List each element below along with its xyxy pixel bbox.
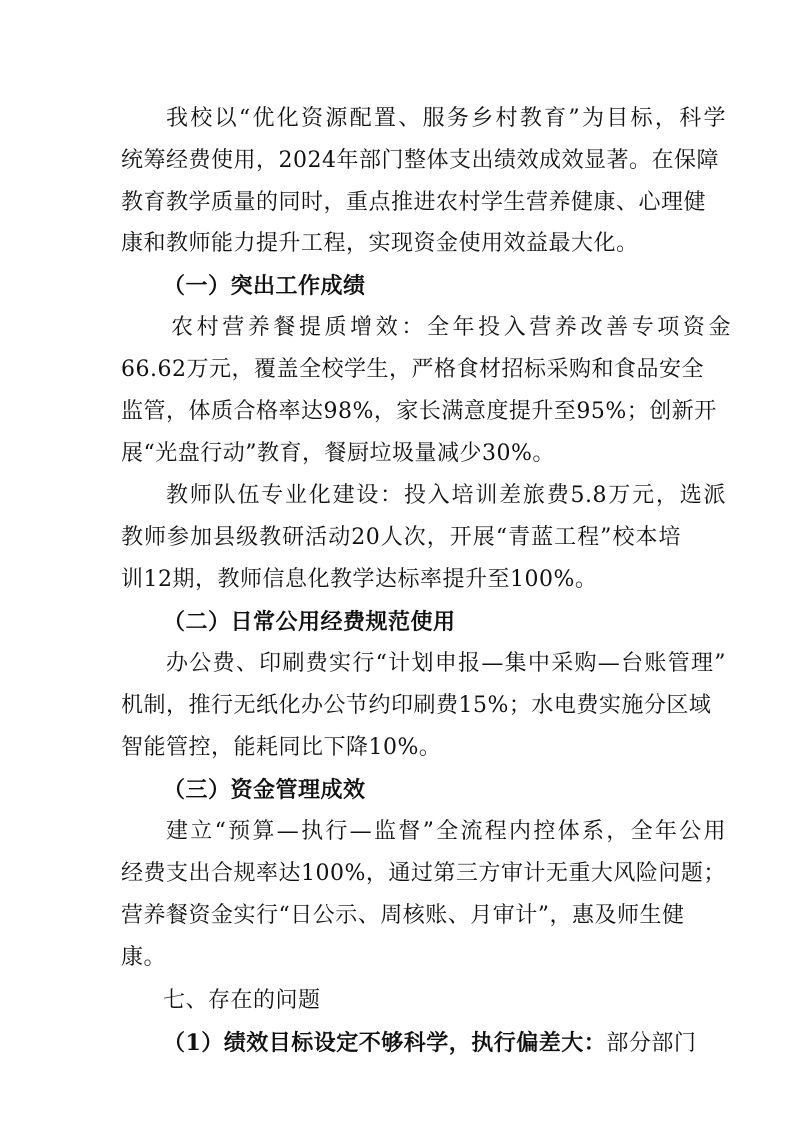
- problem-1-line: [163, 1028, 697, 1059]
- section-heading-problems: 七、存在的问题: [163, 988, 321, 1013]
- funds-line-3: 营养餐资金实行“日公示、周核账、月审计”，惠及师生健: [121, 903, 685, 928]
- teachers-line-3: 训12期，教师信息化教学达标率提升至100%。: [121, 567, 598, 592]
- funds-line-2: 经费支出合规率达100%，通过第三方审计无重大风险问题；: [121, 861, 726, 886]
- funds-line-1: 建立“预算—执行—监督”全流程内控体系，全年公用: [166, 819, 726, 844]
- teachers-line-2: 教师参加县级教研活动20人次，开展“青蓝工程”校本培: [121, 525, 681, 550]
- problem-1-text: 部分部门: [606, 1031, 697, 1056]
- intro-line-1: 我校以“优化资源配置、服务乡村教育”为目标，科学: [166, 106, 726, 131]
- section-heading-fund-management: （三）资金管理成效: [163, 777, 366, 803]
- intro-line-3: 教育教学质量的同时，重点推进农村学生营养健康、心理健: [121, 190, 707, 215]
- teachers-line-1: 教师队伍专业化建设：投入培训差旅费5.8万元，选派: [166, 483, 726, 508]
- funds-line-4: 康。: [121, 945, 167, 970]
- nutrition-line-4: 展“光盘行动”教育，餐厨垃圾量减少30%。: [121, 441, 555, 466]
- problem-1-title: （1）绩效目标设定不够科学，执行偏差大：: [163, 1030, 607, 1056]
- section-heading-achievements: （一）突出工作成绩: [163, 273, 366, 299]
- nutrition-line-3: 监管，体质合格率达98%，家长满意度提升至95%；创新开: [121, 399, 717, 424]
- nutrition-line-1: 农村营养餐提质增效：全年投入营养改善专项资金: [171, 315, 731, 340]
- office-line-3: 智能管控，能耗同比下降10%。: [121, 735, 442, 760]
- intro-line-2: 统筹经费使用，2024年部门整体支出绩效成效显著。在保障: [121, 148, 719, 173]
- nutrition-line-2: 66.62万元，覆盖全校学生，严格食材招标采购和食品安全: [121, 357, 704, 382]
- section-heading-public-funds: （二）日常公用经费规范使用: [163, 609, 456, 635]
- office-line-2: 机制，推行无纸化办公节约印刷费15%；水电费实施分区域: [121, 693, 712, 718]
- intro-line-4: 康和教师能力提升工程，实现资金使用效益最大化。: [121, 231, 639, 256]
- office-line-1: 办公费、印刷费实行“计划申报—集中采购—台账管理”: [166, 651, 726, 676]
